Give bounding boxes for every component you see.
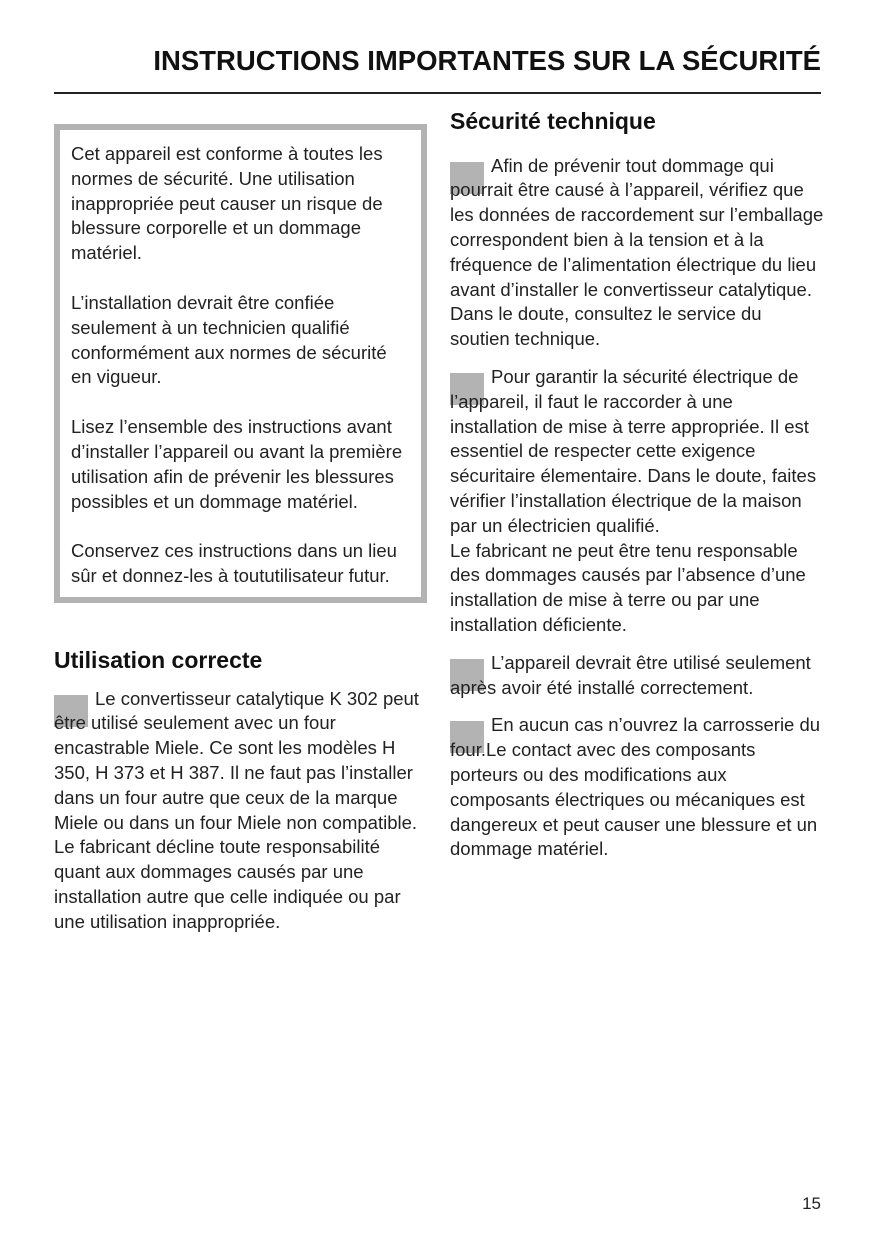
securite-item-text: Pour garantir la sécurité électrique de l’appareil, il faut le raccorder à une installation de mise à terre appropriée. Il est essentiel de respecter cette exigence sécuritaire élementaire. Dans le doute, faites vérifier l’installation électrique de la maison par un électricien qualifié. — [450, 365, 817, 536]
section-heading-securite: Sécurité technique — [450, 108, 656, 134]
notice-paragraph: Lisez l’ensemble des instructions avant d’installer l’appareil ou avant la première utilisation afin de prévenir les blessures possibles et un dommage matériel. — [71, 416, 403, 512]
securite-item-continuation: Le fabricant ne peut être tenu responsable des dommages causés par l’absence d’une installation de mise à terre ou par une installation déficiente. — [450, 539, 806, 635]
notice-paragraph: Conservez ces instructions dans un lieu sûr et donnez-les à toututilisateur futur. — [71, 540, 397, 587]
page-title: INSTRUCTIONS IMPORTANTES SUR LA SÉCURITÉ — [153, 45, 821, 76]
notice-paragraph: Cet appareil est conforme à toutes les normes de sécurité. Une utilisation inappropriée peut causer un risque de blessure corporelle et un dommage matériel. — [71, 143, 383, 264]
safety-notice-box — [54, 124, 427, 603]
utilisation-item-text: Le convertisseur catalytique K 302 peut être utilisé seulement avec un four encastrable Miele. Ce sont les modèles H 350, H 373 et H 387. Il ne faut pas l’installer dans un four autre que ceux de la marque Miele ou dans un four Miele non compatible. Le fabricant décline toute responsabilité quant aux dommages causés par une installation autre que celle indiquée ou par une utilisation inappropriée. — [54, 687, 419, 932]
securite-item — [450, 365, 824, 638]
securite-item-text: Afin de prévenir tout dommage qui pourrait être causé à l’appareil, vérifiez que les données de raccordement sur l’emballage correspondent bien à la tension et à la fréquence de l’alimentation électrique du lieu avant d’installer le convertisseur catalytique. Dans le doute, consultez le service du soutien technique. — [450, 154, 824, 350]
securite-item — [450, 154, 824, 352]
securite-item-text: En aucun cas n’ouvrez la carrosserie du four.Le contact avec des composants porteurs ou des modifications aux composants électriques ou mécaniques est dangereux et peut causer une blessure et un dommage matériel. — [450, 714, 821, 860]
header-rule — [54, 92, 821, 94]
page-number: 15 — [802, 1194, 821, 1213]
securite-item — [450, 713, 824, 862]
utilisation-item — [54, 687, 427, 935]
securite-item-text: L’appareil devrait être utilisé seulement après avoir été installé correctement. — [450, 651, 811, 698]
section-heading-utilisation: Utilisation correcte — [54, 646, 263, 673]
securite-item — [450, 651, 824, 701]
left-column — [54, 124, 427, 935]
right-column — [450, 108, 824, 862]
notice-paragraph: L’installation devrait être confiée seulement à un technicien qualifié conformément aux normes de sécurité en vigueur. — [71, 291, 387, 388]
